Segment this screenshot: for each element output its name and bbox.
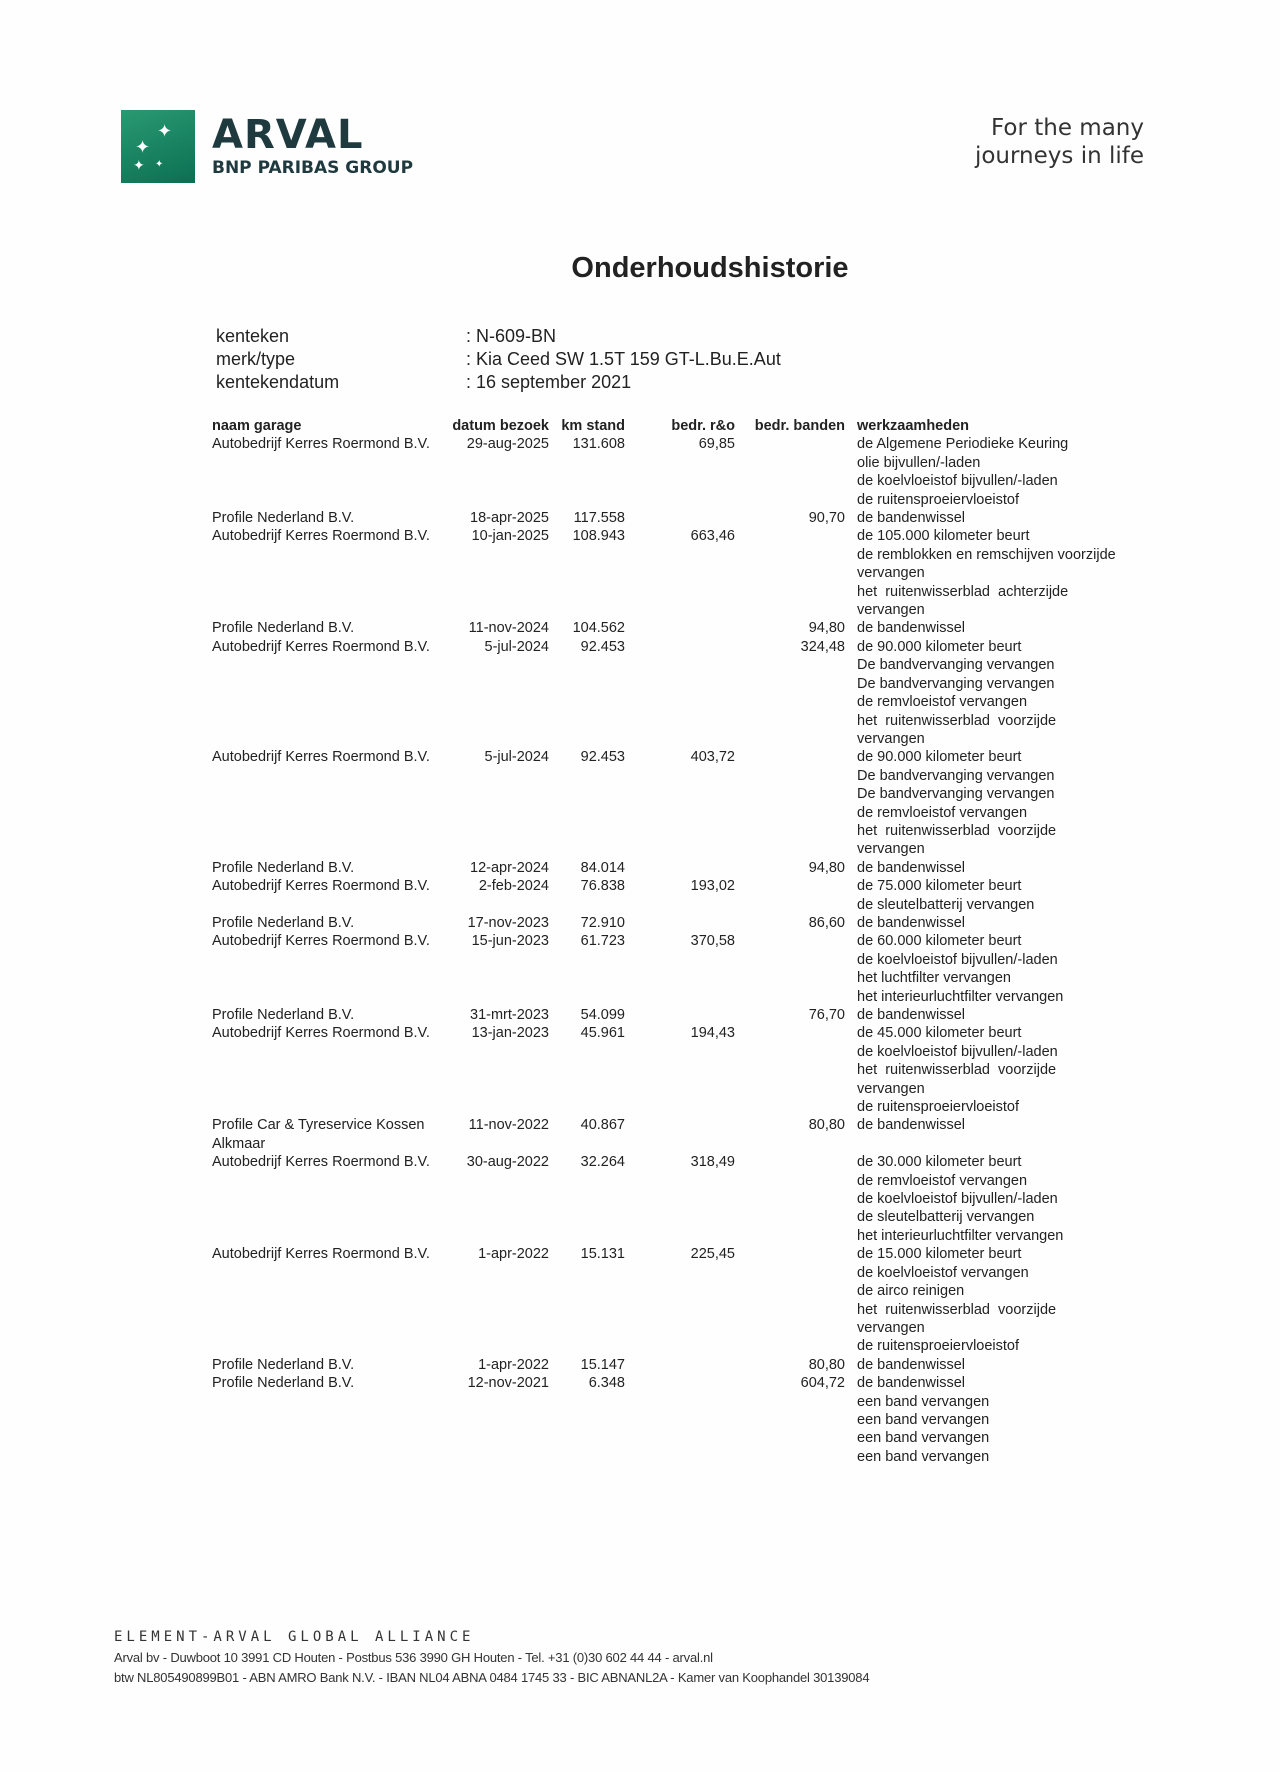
work-item: de koelvloeistof bijvullen/-laden bbox=[857, 1191, 1058, 1208]
cell-ro bbox=[625, 859, 735, 877]
table-row bbox=[212, 1153, 1182, 1245]
table-row bbox=[212, 435, 1182, 509]
cell-banden: 324,48 bbox=[800, 638, 845, 655]
cell-km: 84.014 bbox=[580, 859, 625, 876]
cell-garage: Profile Car & Tyreservice Kossen Alkmaar bbox=[212, 1117, 425, 1152]
cell-km: 131.608 bbox=[572, 436, 625, 453]
table-row bbox=[212, 932, 1182, 1006]
cell-ro: 194,43 bbox=[690, 1025, 735, 1042]
cell-km: 108.943 bbox=[572, 528, 625, 545]
cell-km: 15.147 bbox=[580, 1356, 625, 1373]
work-item: De bandvervanging vervangen bbox=[857, 767, 1055, 784]
work-item: vervangen bbox=[857, 1080, 925, 1097]
arval-logo bbox=[121, 110, 413, 183]
work-item: de koelvloeistof bijvullen/-laden bbox=[857, 473, 1058, 490]
cell-ro bbox=[625, 638, 735, 748]
cell-work bbox=[845, 1356, 1177, 1374]
work-item: de remvloeistof vervangen bbox=[857, 1172, 1028, 1189]
cell-banden bbox=[735, 748, 845, 858]
cell-km: 104.562 bbox=[572, 620, 625, 637]
cell-banden: 94,80 bbox=[808, 620, 845, 637]
work-item: De bandvervanging vervangen bbox=[857, 786, 1055, 803]
cell-ro bbox=[625, 1356, 735, 1374]
cell-banden: 90,70 bbox=[808, 510, 845, 527]
work-item: de bandenwissel bbox=[857, 1356, 966, 1373]
cell-banden: 604,72 bbox=[800, 1375, 845, 1392]
cell-km: 54.099 bbox=[580, 1007, 625, 1023]
tagline-line-2: journeys in life bbox=[974, 143, 1144, 169]
cell-ro: 225,45 bbox=[690, 1246, 735, 1263]
work-item: vervangen bbox=[857, 841, 925, 858]
maintenance-table bbox=[212, 417, 1182, 1466]
cell-km: 40.867 bbox=[580, 1117, 625, 1134]
cell-garage: Profile Nederland B.V. bbox=[212, 1356, 355, 1373]
cell-ro: 69,85 bbox=[698, 436, 735, 453]
vehicle-info-row bbox=[216, 348, 781, 371]
work-item: olie bijvullen/-laden bbox=[857, 454, 981, 471]
table-row bbox=[212, 509, 1182, 527]
work-item: het ruitenwisserblad voorzijde bbox=[857, 1301, 1057, 1318]
tagline bbox=[975, 114, 1144, 170]
info-label: merk/type bbox=[216, 349, 296, 369]
work-item: de 90.000 kilometer beurt bbox=[857, 638, 1022, 655]
header-km: km stand bbox=[561, 418, 625, 434]
work-item: de bandenwissel bbox=[857, 1117, 966, 1134]
cell-banden bbox=[735, 527, 845, 619]
cell-km: 92.453 bbox=[580, 749, 625, 766]
work-item: de bandenwissel bbox=[857, 859, 966, 876]
cell-date: 11-nov-2022 bbox=[468, 1117, 549, 1134]
cell-ro: 403,72 bbox=[690, 749, 735, 766]
stars-logo-icon: ✦ ✦ ✦ ✦ bbox=[121, 110, 195, 183]
cell-km: 117.558 bbox=[573, 510, 625, 527]
brand-name: ARVAL bbox=[212, 112, 364, 158]
cell-garage: Autobedrijf Kerres Roermond B.V. bbox=[212, 1025, 430, 1042]
work-item: de ruitensproeiervloeistof bbox=[857, 1099, 1020, 1116]
work-item: de remblokken en remschijven voorzijde bbox=[857, 546, 1116, 563]
cell-work bbox=[845, 509, 1177, 527]
cell-garage: Profile Nederland B.V. bbox=[212, 1375, 355, 1392]
cell-date: 1-apr-2022 bbox=[478, 1246, 549, 1263]
cell-date: 11-nov-2024 bbox=[468, 620, 549, 637]
work-item: de 45.000 kilometer beurt bbox=[857, 1025, 1022, 1042]
cell-garage: Autobedrijf Kerres Roermond B.V. bbox=[212, 638, 430, 655]
work-item: de 30.000 kilometer beurt bbox=[857, 1154, 1022, 1171]
work-item: het ruitenwisserblad achterzijde bbox=[857, 583, 1069, 600]
work-item: de koelvloeistof bijvullen/-laden bbox=[857, 1043, 1058, 1060]
cell-work bbox=[845, 1374, 1177, 1466]
work-item: de bandenwissel bbox=[857, 1007, 966, 1023]
cell-banden bbox=[735, 932, 845, 1006]
cell-banden: 94,80 bbox=[808, 859, 845, 876]
brand-subtitle: BNP PARIBAS GROUP bbox=[212, 158, 414, 178]
work-item: de ruitensproeiervloeistof bbox=[857, 491, 1020, 508]
cell-km: 76.838 bbox=[580, 878, 625, 895]
table-row bbox=[212, 914, 1182, 932]
work-item: de sleutelbatterij vervangen bbox=[857, 896, 1035, 913]
cell-ro bbox=[625, 1374, 735, 1466]
table-row bbox=[212, 1116, 1182, 1153]
cell-garage: Profile Nederland B.V. bbox=[212, 510, 355, 527]
footer-address: Arval bv - Duwboot 10 3991 CD Houten - Postbus 536 3990 GH Houten - Tel. +31 (0)30 602 44 44 - arval.nl bbox=[114, 1650, 713, 1665]
cell-ro bbox=[625, 1006, 735, 1024]
cell-ro: 663,46 bbox=[690, 528, 735, 545]
cell-work bbox=[845, 932, 1177, 1006]
cell-ro: 370,58 bbox=[690, 933, 735, 950]
work-item: het ruitenwisserblad voorzijde bbox=[857, 712, 1057, 729]
cell-garage: Profile Nederland B.V. bbox=[212, 1007, 355, 1023]
cell-banden bbox=[735, 877, 845, 914]
footer-alliance: ELEMENT-ARVAL GLOBAL ALLIANCE bbox=[114, 1629, 475, 1645]
work-item: de ruitensproeiervloeistof bbox=[857, 1338, 1020, 1355]
work-item: de 15.000 kilometer beurt bbox=[857, 1246, 1022, 1263]
work-item: de koelvloeistof bijvullen/-laden bbox=[857, 951, 1058, 968]
cell-km: 15.131 bbox=[580, 1246, 625, 1263]
cell-banden bbox=[735, 1024, 845, 1116]
table-body bbox=[212, 435, 1182, 1466]
vehicle-info bbox=[216, 325, 781, 394]
work-item: het interieurluchtfilter vervangen bbox=[857, 1227, 1064, 1244]
cell-date: 15-jun-2023 bbox=[471, 933, 549, 950]
cell-garage: Autobedrijf Kerres Roermond B.V. bbox=[212, 749, 430, 766]
cell-garage: Autobedrijf Kerres Roermond B.V. bbox=[212, 1154, 430, 1171]
cell-work bbox=[845, 1245, 1177, 1355]
work-item: de bandenwissel bbox=[857, 620, 966, 637]
work-item: een band vervangen bbox=[857, 1448, 990, 1465]
cell-banden: 76,70 bbox=[808, 1007, 845, 1023]
vehicle-info-row bbox=[216, 371, 781, 394]
cell-ro bbox=[625, 509, 735, 527]
work-item: de koelvloeistof vervangen bbox=[857, 1264, 1029, 1281]
cell-banden: 86,60 bbox=[808, 914, 845, 931]
work-item: een band vervangen bbox=[857, 1393, 990, 1410]
table-row bbox=[212, 1006, 1182, 1024]
cell-work bbox=[845, 748, 1177, 858]
cell-banden bbox=[735, 1245, 845, 1355]
work-item: het interieurluchtfilter vervangen bbox=[857, 988, 1064, 1005]
cell-garage: Profile Nederland B.V. bbox=[212, 914, 355, 931]
cell-garage: Profile Nederland B.V. bbox=[212, 620, 355, 637]
cell-work bbox=[845, 1116, 1177, 1153]
cell-date: 12-apr-2024 bbox=[470, 859, 549, 876]
info-value: : 16 september 2021 bbox=[466, 372, 632, 392]
cell-work bbox=[845, 619, 1177, 637]
cell-banden bbox=[735, 435, 845, 509]
table-row bbox=[212, 527, 1182, 619]
table-row bbox=[212, 619, 1182, 637]
cell-garage: Autobedrijf Kerres Roermond B.V. bbox=[212, 436, 430, 453]
work-item: de bandenwissel bbox=[857, 1375, 966, 1392]
cell-date: 5-jul-2024 bbox=[484, 749, 549, 766]
cell-garage: Autobedrijf Kerres Roermond B.V. bbox=[212, 933, 430, 950]
cell-work bbox=[845, 1153, 1177, 1245]
cell-date: 18-apr-2025 bbox=[470, 510, 549, 527]
table-row bbox=[212, 748, 1182, 858]
table-row bbox=[212, 877, 1182, 914]
cell-date: 1-apr-2022 bbox=[478, 1356, 549, 1373]
work-item: de bandenwissel bbox=[857, 510, 966, 527]
cell-date: 5-jul-2024 bbox=[484, 638, 549, 655]
work-item: de 60.000 kilometer beurt bbox=[857, 933, 1022, 950]
table-row bbox=[212, 638, 1182, 748]
info-label: kentekendatum bbox=[216, 372, 340, 392]
work-item: het ruitenwisserblad voorzijde bbox=[857, 822, 1057, 839]
cell-garage: Autobedrijf Kerres Roermond B.V. bbox=[212, 528, 430, 545]
info-value: : N-609-BN bbox=[466, 326, 557, 346]
work-item: de 75.000 kilometer beurt bbox=[857, 878, 1022, 895]
work-item: vervangen bbox=[857, 602, 925, 619]
work-item: het ruitenwisserblad voorzijde bbox=[857, 1062, 1057, 1079]
cell-km: 32.264 bbox=[580, 1154, 625, 1171]
footer-legal: btw NL805490899B01 - ABN AMRO Bank N.V. - IBAN NL04 ABNA 0484 1745 33 - BIC ABNANL2A - Kamer van Koophandel 30139084 bbox=[114, 1670, 870, 1685]
cell-date: 30-aug-2022 bbox=[466, 1154, 549, 1171]
work-item: het luchtfilter vervangen bbox=[857, 970, 1011, 987]
cell-garage: Autobedrijf Kerres Roermond B.V. bbox=[212, 878, 430, 895]
cell-ro: 318,49 bbox=[690, 1154, 735, 1171]
table-header bbox=[212, 417, 1182, 435]
table-row bbox=[212, 1024, 1182, 1116]
cell-work bbox=[845, 1006, 1177, 1024]
cell-date: 17-nov-2023 bbox=[467, 914, 549, 931]
work-item: de airco reinigen bbox=[857, 1283, 965, 1300]
cell-work bbox=[845, 914, 1177, 932]
work-item bbox=[857, 1135, 1177, 1153]
page-title: Onderhoudshistorie bbox=[571, 252, 849, 284]
table-row bbox=[212, 1356, 1182, 1374]
work-item: een band vervangen bbox=[857, 1430, 990, 1447]
work-item: de Algemene Periodieke Keuring bbox=[857, 436, 1069, 453]
cell-ro bbox=[625, 619, 735, 637]
table-row bbox=[212, 1245, 1182, 1355]
cell-km: 92.453 bbox=[580, 638, 625, 655]
cell-garage: Profile Nederland B.V. bbox=[212, 859, 355, 876]
header-garage: naam garage bbox=[212, 418, 302, 434]
work-item: de remvloeistof vervangen bbox=[857, 804, 1028, 821]
cell-date: 10-jan-2025 bbox=[471, 528, 549, 545]
cell-km: 45.961 bbox=[580, 1025, 625, 1042]
work-item: de 105.000 kilometer beurt bbox=[857, 528, 1030, 545]
table-row bbox=[212, 859, 1182, 877]
cell-banden bbox=[735, 1153, 845, 1245]
cell-date: 31-mrt-2023 bbox=[470, 1007, 549, 1023]
header-banden: bedr. banden bbox=[754, 418, 845, 434]
cell-garage: Autobedrijf Kerres Roermond B.V. bbox=[212, 1246, 430, 1263]
vehicle-info-row bbox=[216, 325, 781, 348]
cell-banden: 80,80 bbox=[808, 1356, 845, 1373]
cell-km: 6.348 bbox=[588, 1375, 625, 1392]
info-label: kenteken bbox=[216, 326, 290, 346]
header-work: werkzaamheden bbox=[857, 418, 970, 434]
work-item: de bandenwissel bbox=[857, 914, 966, 931]
cell-banden: 80,80 bbox=[808, 1117, 845, 1134]
cell-date: 29-aug-2025 bbox=[466, 436, 549, 453]
work-item: vervangen bbox=[857, 730, 925, 747]
info-value: : Kia Ceed SW 1.5T 159 GT-L.Bu.E.Aut bbox=[466, 349, 781, 369]
cell-date: 13-jan-2023 bbox=[471, 1025, 549, 1042]
cell-date: 12-nov-2021 bbox=[467, 1375, 549, 1392]
footer bbox=[114, 1629, 869, 1685]
header-date: datum bezoek bbox=[452, 418, 549, 434]
cell-km: 72.910 bbox=[580, 914, 625, 931]
cell-work bbox=[845, 1024, 1177, 1116]
cell-work bbox=[845, 877, 1177, 914]
cell-ro: 193,02 bbox=[690, 878, 735, 895]
cell-work bbox=[845, 638, 1177, 748]
work-item: vervangen bbox=[857, 1319, 925, 1336]
cell-work bbox=[845, 859, 1177, 877]
cell-ro bbox=[625, 1116, 735, 1153]
cell-work bbox=[845, 435, 1177, 509]
work-item: een band vervangen bbox=[857, 1411, 990, 1428]
work-item: de remvloeistof vervangen bbox=[857, 694, 1028, 711]
tagline-line-1: For the many bbox=[991, 115, 1144, 141]
cell-work bbox=[845, 527, 1177, 619]
work-item: vervangen bbox=[857, 565, 925, 582]
work-item: de 90.000 kilometer beurt bbox=[857, 749, 1022, 766]
work-item: de sleutelbatterij vervangen bbox=[857, 1209, 1035, 1226]
work-item: De bandvervanging vervangen bbox=[857, 657, 1055, 674]
table-row bbox=[212, 1374, 1182, 1466]
cell-ro bbox=[625, 914, 735, 932]
cell-km: 61.723 bbox=[580, 933, 625, 950]
header-ro: bedr. r&o bbox=[671, 418, 735, 434]
work-item: De bandvervanging vervangen bbox=[857, 675, 1055, 692]
cell-date: 2-feb-2024 bbox=[478, 878, 549, 895]
